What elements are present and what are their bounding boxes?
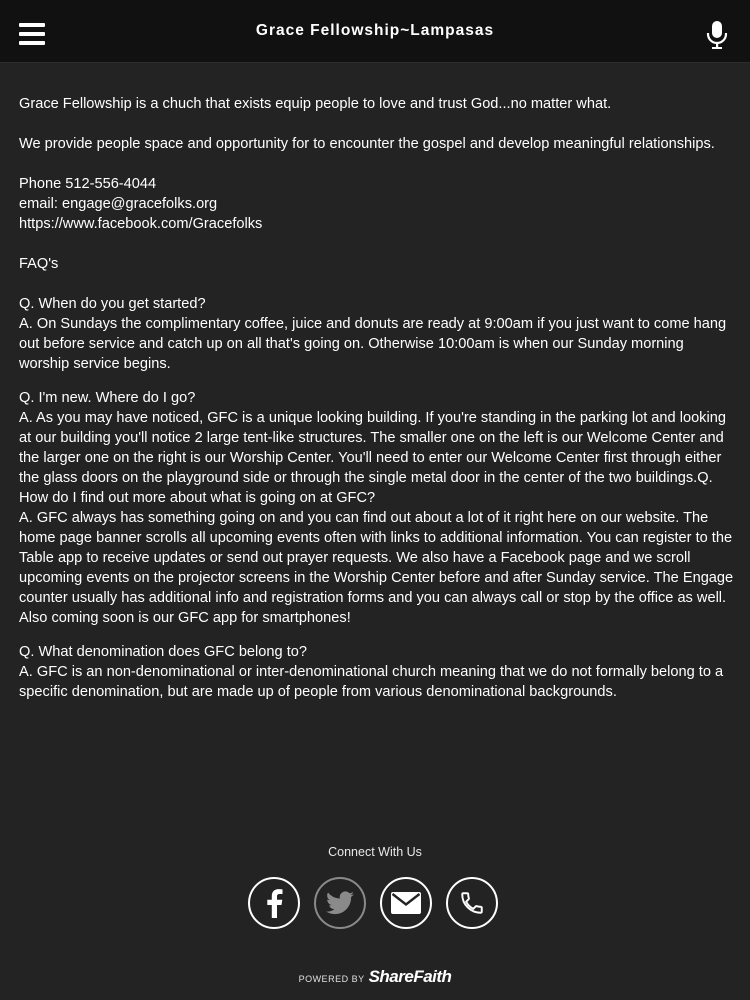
facebook-url-text: https://www.facebook.com/Gracefolks [19,216,263,232]
powered-by-label: POWERED BY [298,974,365,984]
facebook-icon [263,888,285,918]
twitter-button[interactable] [314,877,366,929]
faq-answer: A. As you may have noticed, GFC is a unique looking building. If you're standing in the parking lot and looking at our building you'll notice 2 large tent-like structures. The smaller one on the left is our Welcome Center and the larger one on the right is our Worship Center. You'll need to enter our Welcome Center first through either the glass doors on the playground side or through the single metal door in the center of the two buildings.Q. How do I find out more about what is going on at GFC? [19,410,726,506]
faq-question: Q. I'm new. Where do I go? [19,390,196,406]
email-text: email: engage@gracefolks.org [19,196,218,212]
facebook-button[interactable] [248,877,300,929]
mission-text: We provide people space and opportunity for to encounter the gospel and develop meaningful relationships. [19,136,715,152]
phone-button[interactable] [446,877,498,929]
phone-icon [459,890,485,916]
envelope-icon [391,892,421,914]
faq-question: Q. When do you get started? [19,296,206,312]
faq-question: Q. What denomination does GFC belong to? [19,644,307,660]
top-navigation-bar: Grace Fellowship~Lampasas [0,0,750,63]
powered-by [0,967,750,987]
connect-label: Connect With Us [328,845,422,859]
twitter-icon [326,891,354,915]
sharefaith-logo[interactable]: ShareFaith [368,967,452,986]
phone-text: Phone 512-556-4044 [19,176,157,192]
email-button[interactable] [380,877,432,929]
hamburger-menu-icon[interactable] [19,23,45,45]
faq-heading: FAQ's [19,256,59,272]
social-links [248,877,498,933]
faq-answer: A. GFC always has something going on and you can find out about a lot of it right here on our website. The home page banner scrolls all upcoming events often with links to additional information. You can register to the Table app to receive updates or send out prayer requests. We also have a Facebook page and we scroll upcoming events on the projector screens in the Worship Center before and after Sunday service. The Engage counter usually has additional info and registration forms and you can always call or stop by the office as well. Also coming soon is our GFC app for smartphones! [19,510,734,626]
main-content [19,94,734,702]
faq-answer: A. GFC is an non-denominational or inter-denominational church meaning that we do not formally belong to a specific denomination, but are made up of people from various denominational backgrounds. [19,664,724,700]
intro-text: Grace Fellowship is a chuch that exists equip people to love and trust God...no matter what. [19,96,612,112]
microphone-icon[interactable] [706,21,728,49]
faq-answer: A. On Sundays the complimentary coffee, juice and donuts are ready at 9:00am if you just want to come hang out before service and catch up on all that's going on. Otherwise 10:00am is when our Sunday morning worship service begins. [19,316,727,372]
